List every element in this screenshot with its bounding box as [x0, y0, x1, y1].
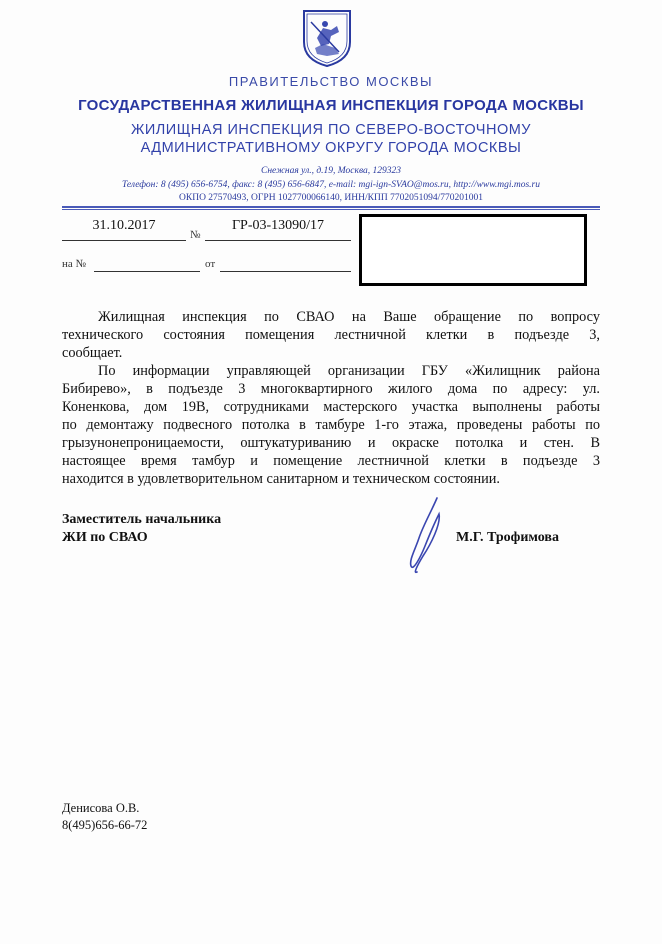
number-field	[205, 218, 351, 241]
address: Снежная ул., д.19, Москва, 129323	[260, 166, 402, 176]
reference-date-line	[220, 257, 351, 272]
reference-number-line	[94, 257, 200, 272]
body-line: по демонтажу подвесного потолка в тамбуре 1-го этажа, проведены работы по	[62, 417, 600, 433]
signer-title-line1: Заместитель начальника	[62, 512, 222, 527]
body-line: По информации управляющей организации ГБУ «Жилищник района	[98, 363, 600, 379]
contacts: Телефон: 8 (495) 656-6754, факс: 8 (495) 656-6847, e-mail: mgi-ign-SVAO@mos.ru, http://www.mgi.mos.ru	[121, 180, 541, 190]
reference-prefix: на №	[62, 258, 87, 270]
executor-name: Денисова О.В.	[62, 801, 140, 815]
letter-body	[62, 308, 600, 488]
header-divider-thin	[62, 209, 600, 210]
district-name-line2: АДМИНИСТРАТИВНОМУ ОКРУГУ ГОРОДА МОСКВЫ	[140, 140, 522, 156]
government-name: ПРАВИТЕЛЬСТВО МОСКВЫ	[228, 74, 434, 89]
reference-from: от	[205, 258, 216, 270]
number-sign: №	[190, 229, 201, 241]
header-divider	[62, 206, 600, 208]
body-line: настоящее время тамбур и помещение лестничной клетки в подъезде 3	[62, 453, 600, 469]
body-line: находится в удовлетворительном санитарном и техническом состоянии.	[62, 471, 500, 487]
body-line: Жилищная инспекция по СВАО на Ваше обращение по вопросу	[98, 309, 600, 325]
signer-title-line2: ЖИ по СВАО	[62, 530, 148, 545]
body-line: Бибирево», в подъезде 3 многоквартирного жилого дома по адресу: ул.	[62, 381, 600, 397]
body-line: технического состояния помещения лестничной клетки в подъезде 3,	[62, 327, 600, 343]
body-line: грызунонепроницаемости, оштукатуриванию и окраске потолка и стен. В	[62, 435, 600, 451]
inspection-name: ГОСУДАРСТВЕННАЯ ЖИЛИЩНАЯ ИНСПЕКЦИЯ ГОРОДА МОСКВЫ	[78, 97, 584, 114]
handwritten-signature-icon	[395, 494, 455, 578]
executor-phone: 8(495)656-66-72	[62, 818, 148, 832]
number-value: ГР-03-13090/17	[231, 218, 325, 233]
date-field	[62, 218, 186, 241]
redacted-addressee-box	[359, 214, 587, 286]
body-line: Коненкова, дом 19В, сотрудниками мастерского участка выполнены работы	[62, 399, 600, 415]
signer-name: М.Г. Трофимова	[456, 530, 559, 545]
moscow-coat-of-arms-icon	[301, 8, 353, 68]
registration-codes: ОКПО 27570493, ОГРН 1027700066140, ИНН/КПП 7702051094/770201001	[179, 193, 483, 203]
date-value: 31.10.2017	[92, 218, 156, 233]
district-name-line1: ЖИЛИЩНАЯ ИНСПЕКЦИЯ ПО СЕВЕРО-ВОСТОЧНОМУ	[130, 122, 532, 138]
body-line: сообщает.	[62, 345, 123, 361]
